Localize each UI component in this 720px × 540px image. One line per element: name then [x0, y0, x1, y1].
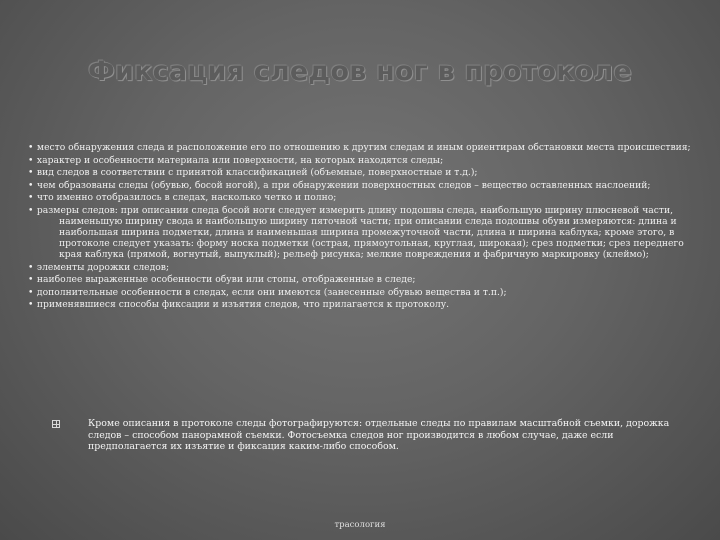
- bullet-icon: •: [28, 154, 34, 166]
- slide-footer: трасология: [334, 520, 386, 530]
- slide-title: Фиксация следов ног в протоколе: [88, 56, 632, 87]
- bullet-item: [28, 167, 696, 178]
- bullet-icon: •: [28, 261, 34, 273]
- bullet-icon: •: [28, 179, 34, 191]
- bullet-item: [28, 192, 696, 203]
- bullet-item: [28, 205, 696, 260]
- bullet-text: наиболее выраженные особенности обуви или стопы, отображенные в следе;: [36, 274, 416, 286]
- bullet-item: [28, 155, 696, 166]
- bullet-text: элементы дорожки следов;: [36, 261, 170, 273]
- bullet-item: [28, 262, 696, 273]
- square-bullet-icon: [52, 420, 60, 428]
- bullet-text: характер и особенности материала или поверхности, на которых находятся следы;: [36, 154, 444, 166]
- bullet-icon: •: [28, 192, 34, 204]
- bullet-text: дополнительные особенности в следах, если они имеются (занесенные обувью вещества и т.п.);: [36, 286, 507, 298]
- bullet-item: [28, 274, 696, 285]
- bullet-item: [28, 287, 696, 298]
- bullet-icon: •: [28, 142, 34, 153]
- bullet-text: чем образованы следы (обувью, босой ногой), а при обнаружении поверхностных следов – вещество оставленных наслоений;: [36, 179, 651, 191]
- bullet-text: применявшиеся способы фиксации и изъятия следов, что прилагается к протоколу.: [36, 299, 450, 311]
- bullet-text: вид следов в соответствии с принятой классификацией (объемные, поверхностные и т.д.);: [36, 167, 478, 179]
- bullet-text: место обнаружения следа и расположение его по отношению к другим следам и иным ориентирам обстановки места происшествия;: [36, 142, 691, 153]
- bullet-list: [28, 142, 696, 312]
- bullet-icon: •: [28, 167, 34, 179]
- bullet-text: что именно отобразилось в следах, насколько четко и полно;: [36, 192, 337, 204]
- bullet-text: размеры следов: при описании следа босой ноги следует измерить длину подошвы следа, наибольшую ширину плюсневой части, наименьшую ширину свода и наибольшую ширину пяточной части; при описании следа подошвы обуви измеряются: длина и наибольшая ширина подметки, длина и наименьшая ширина промежуточной части, длина и ширина каблука; кроме этого, в протоколе следует указать: форму носка подметки (острая, прямоугольная, круглая, широкая); срез подметки; срез переднего края каблука (прямой, вогнутый, выпуклый); рельеф рисунка; мелкие повреждения и фабричную маркировку (клеймо);: [36, 204, 684, 260]
- bullet-item: [28, 299, 696, 310]
- note-text: Кроме описания в протоколе следы фотографируются: отдельные следы по правилам масштабной съемки, дорожка следов – способом панорамной съемки. Фотосъемка следов ног производится в любом случае, даже если предполагается их изъятие и фиксация каким-либо способом.: [88, 418, 670, 452]
- bullet-icon: •: [28, 299, 34, 311]
- bullet-item: [28, 142, 696, 153]
- bullet-icon: •: [28, 204, 34, 216]
- bullet-item: [28, 180, 696, 191]
- bullet-icon: •: [28, 274, 34, 286]
- bullet-icon: •: [28, 286, 34, 298]
